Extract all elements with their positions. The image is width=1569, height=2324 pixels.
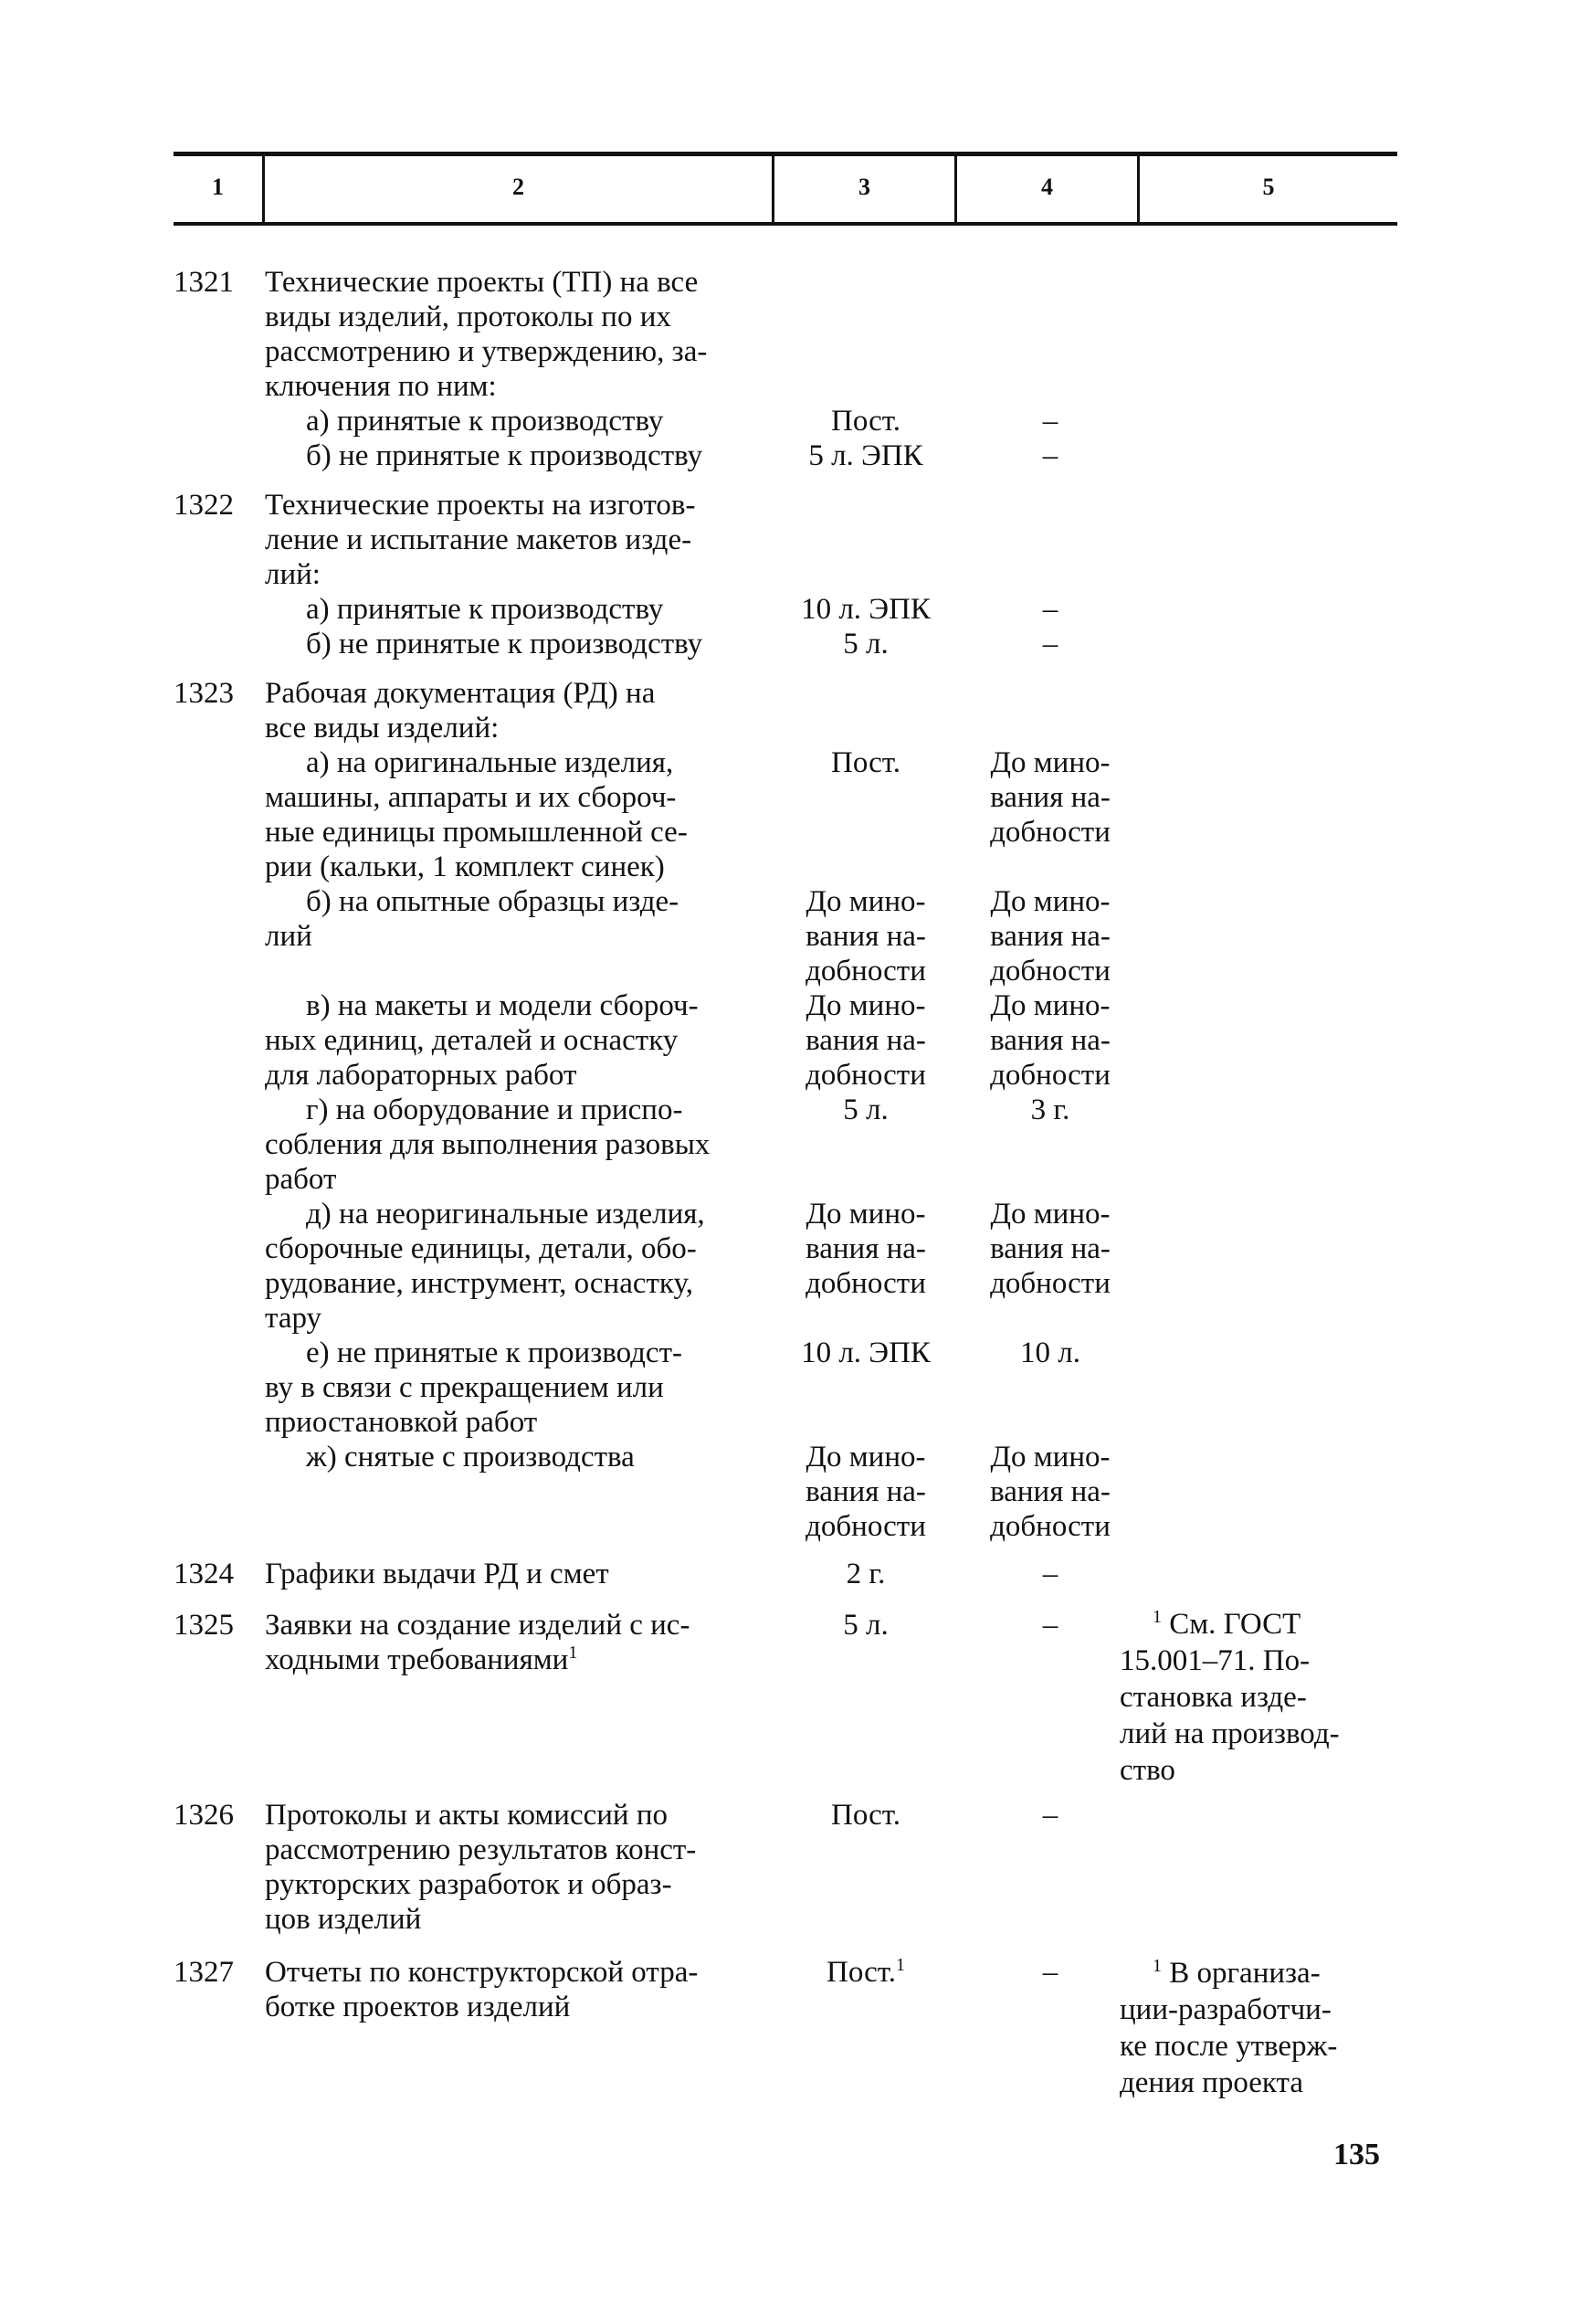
row-title-line: виды изделий, протоколы по их [265, 301, 671, 333]
sub-item-line: а) на оригинальные изделия, [306, 746, 674, 779]
retention-period-alt: До мино- [990, 746, 1111, 779]
retention-period-alt: добности [990, 955, 1111, 988]
retention-period-alt: – [1042, 593, 1058, 626]
retention-period-alt: – [1042, 405, 1058, 438]
retention-period-alt: До мино- [990, 885, 1111, 918]
row-title-line: ходными требованиями$^1$ [265, 1643, 578, 1676]
sub-item-line: для лабораторных работ [265, 1059, 577, 1092]
row-title-line: рассмотрению результатов конст- [265, 1833, 697, 1866]
row-title-line: Технические проекты на изготов- [265, 489, 696, 522]
row-title-line: ление и испытание макетов изде- [265, 523, 692, 556]
retention-period: До мино- [806, 1441, 926, 1474]
retention-period: добности [806, 955, 926, 988]
retention-period-alt: добности [990, 1059, 1111, 1092]
retention-period: Пост.$^1$ [827, 1955, 905, 1989]
header-col-3: 3 [858, 174, 870, 200]
retention-period: добности [806, 1059, 926, 1092]
retention-period: До мино- [806, 1198, 926, 1231]
footnote-marker: 1 [1153, 1956, 1162, 1976]
retention-period-alt: – [1042, 1558, 1058, 1590]
retention-period-alt: вания на- [990, 1232, 1111, 1265]
retention-period-alt: До мино- [990, 989, 1111, 1022]
sub-item-line: собления для выполнения разовых [265, 1128, 711, 1161]
header-col-1: 1 [212, 174, 224, 200]
note-line: ции-разработчи- [1120, 1993, 1332, 2026]
retention-period-alt: вания на- [990, 781, 1111, 814]
header-top-rule [174, 152, 1397, 156]
row-title-line: Рабочая документация (РД) на [265, 677, 656, 710]
row-title-line: лий: [265, 558, 321, 591]
row-number: 1324 [174, 1558, 234, 1590]
sub-item-line: д) на неоригинальные изделия, [306, 1198, 705, 1231]
note-line: ство [1120, 1754, 1175, 1787]
row-number: 1326 [174, 1799, 234, 1832]
row-number: 1327 [174, 1956, 234, 1989]
retention-period: 5 л. [843, 1093, 889, 1126]
header-bottom-rule [174, 222, 1397, 226]
retention-period-alt: – [1042, 439, 1058, 472]
retention-period-alt: добности [990, 1510, 1111, 1543]
retention-period: вания на- [806, 920, 926, 953]
row-title-line: Графики выдачи РД и смет [265, 1558, 609, 1590]
sub-item-line: лий [265, 920, 312, 953]
retention-period-alt: – [1042, 628, 1058, 660]
retention-period-alt: 10 л. [1020, 1336, 1080, 1369]
page-number: 135 [1333, 2138, 1380, 2171]
row-title-line: рукторских разработок и образ- [265, 1868, 672, 1901]
row-title-line: ключения по ним: [265, 370, 497, 403]
sub-item-line: сборочные единицы, детали, обо- [265, 1232, 697, 1265]
sub-item-line: а) принятые к производству [306, 405, 664, 438]
retention-period: добности [806, 1267, 926, 1300]
row-title-line: цов изделий [265, 1903, 422, 1936]
retention-period-alt: добности [990, 1267, 1111, 1300]
retention-period: 5 л. ЭПК [808, 439, 923, 472]
sub-item-line: в) на макеты и модели сбороч- [306, 989, 699, 1022]
row-title-line: Протоколы и акты комиссий по [265, 1799, 668, 1832]
sub-item-line: б) не принятые к производству [306, 439, 703, 472]
sub-item-line: ву в связи с прекращением или [265, 1371, 664, 1404]
retention-period-alt: добности [990, 816, 1111, 849]
retention-period: вания на- [806, 1475, 926, 1508]
sub-item-line: приостановкой работ [265, 1406, 538, 1439]
row-number: 1323 [174, 677, 234, 710]
sub-item-line: машины, аппараты и их сбороч- [265, 781, 677, 814]
retention-period: Пост. [831, 405, 900, 438]
retention-period: 5 л. [843, 628, 889, 660]
retention-period: 5 л. [843, 1609, 889, 1642]
note-line: дения проекта [1120, 2066, 1303, 2099]
row-title-line: Технические проекты (ТП) на все [265, 266, 699, 299]
retention-period: добности [806, 1510, 926, 1543]
sub-item-line: б) не принятые к производству [306, 628, 703, 660]
retention-period: вания на- [806, 1232, 926, 1265]
retention-period-alt: – [1042, 1609, 1058, 1642]
header-col-5: 5 [1262, 174, 1275, 200]
row-title-line: ботке проектов изделий [265, 1991, 571, 2023]
sub-item-line: тару [265, 1302, 322, 1335]
footnote-marker: 1 [896, 1955, 905, 1975]
row-title-line: Заявки на создание изделий с ис- [265, 1609, 690, 1642]
row-number: 1321 [174, 266, 234, 299]
retention-period: До мино- [806, 989, 926, 1022]
sub-item-line: ных единиц, деталей и оснастку [265, 1024, 679, 1057]
retention-period-alt: вания на- [990, 920, 1111, 953]
retention-period: До мино- [806, 885, 926, 918]
note-line: $^1$ В организа- [1153, 1956, 1321, 1990]
sub-item-line: е) не принятые к производст- [306, 1336, 682, 1369]
row-number: 1325 [174, 1609, 234, 1642]
row-title-line: Отчеты по конструкторской отра- [265, 1956, 699, 1989]
sub-item-line: рудование, инструмент, оснастку, [265, 1267, 693, 1300]
retention-period-alt: вания на- [990, 1475, 1111, 1508]
retention-period-alt: – [1042, 1956, 1058, 1989]
sub-item-line: б) на опытные образцы изде- [306, 885, 679, 918]
sub-item-line: работ [265, 1163, 337, 1196]
retention-period-alt: – [1042, 1799, 1058, 1832]
sub-item-line: г) на оборудование и приспо- [306, 1093, 683, 1126]
retention-period-alt: До мино- [990, 1441, 1111, 1474]
retention-period: Пост. [831, 746, 900, 779]
retention-period: 10 л. ЭПК [801, 1336, 931, 1369]
header-col-2: 2 [512, 174, 524, 200]
retention-period: Пост. [831, 1799, 900, 1832]
retention-period: 2 г. [846, 1558, 886, 1590]
sub-item-line: ж) снятые с производства [306, 1441, 635, 1474]
header-col-4: 4 [1041, 174, 1053, 200]
row-title-line: рассмотрению и утверждению, за- [265, 335, 708, 368]
note-line: $^1$ См. ГОСТ [1153, 1607, 1301, 1641]
sub-item-line: рии (кальки, 1 комплект синек) [265, 850, 665, 883]
footnote-marker: 1 [568, 1643, 578, 1663]
sub-item-line: а) принятые к производству [306, 593, 664, 626]
note-line: лий на производ- [1120, 1717, 1340, 1750]
retention-period-alt: вания на- [990, 1024, 1111, 1057]
retention-period-alt: До мино- [990, 1198, 1111, 1231]
sub-item-line: ные единицы промышленной се- [265, 816, 688, 849]
note-line: становка изде- [1120, 1681, 1307, 1714]
row-title-line: все виды изделий: [265, 712, 500, 745]
footnote-marker: 1 [1153, 1607, 1162, 1627]
note-line: 15.001–71. По- [1120, 1644, 1311, 1677]
retention-period: вания на- [806, 1024, 926, 1057]
note-line: ке после утверж- [1120, 2030, 1338, 2063]
retention-period: 10 л. ЭПК [801, 593, 931, 626]
row-number: 1322 [174, 489, 234, 522]
retention-period-alt: 3 г. [1030, 1093, 1070, 1126]
